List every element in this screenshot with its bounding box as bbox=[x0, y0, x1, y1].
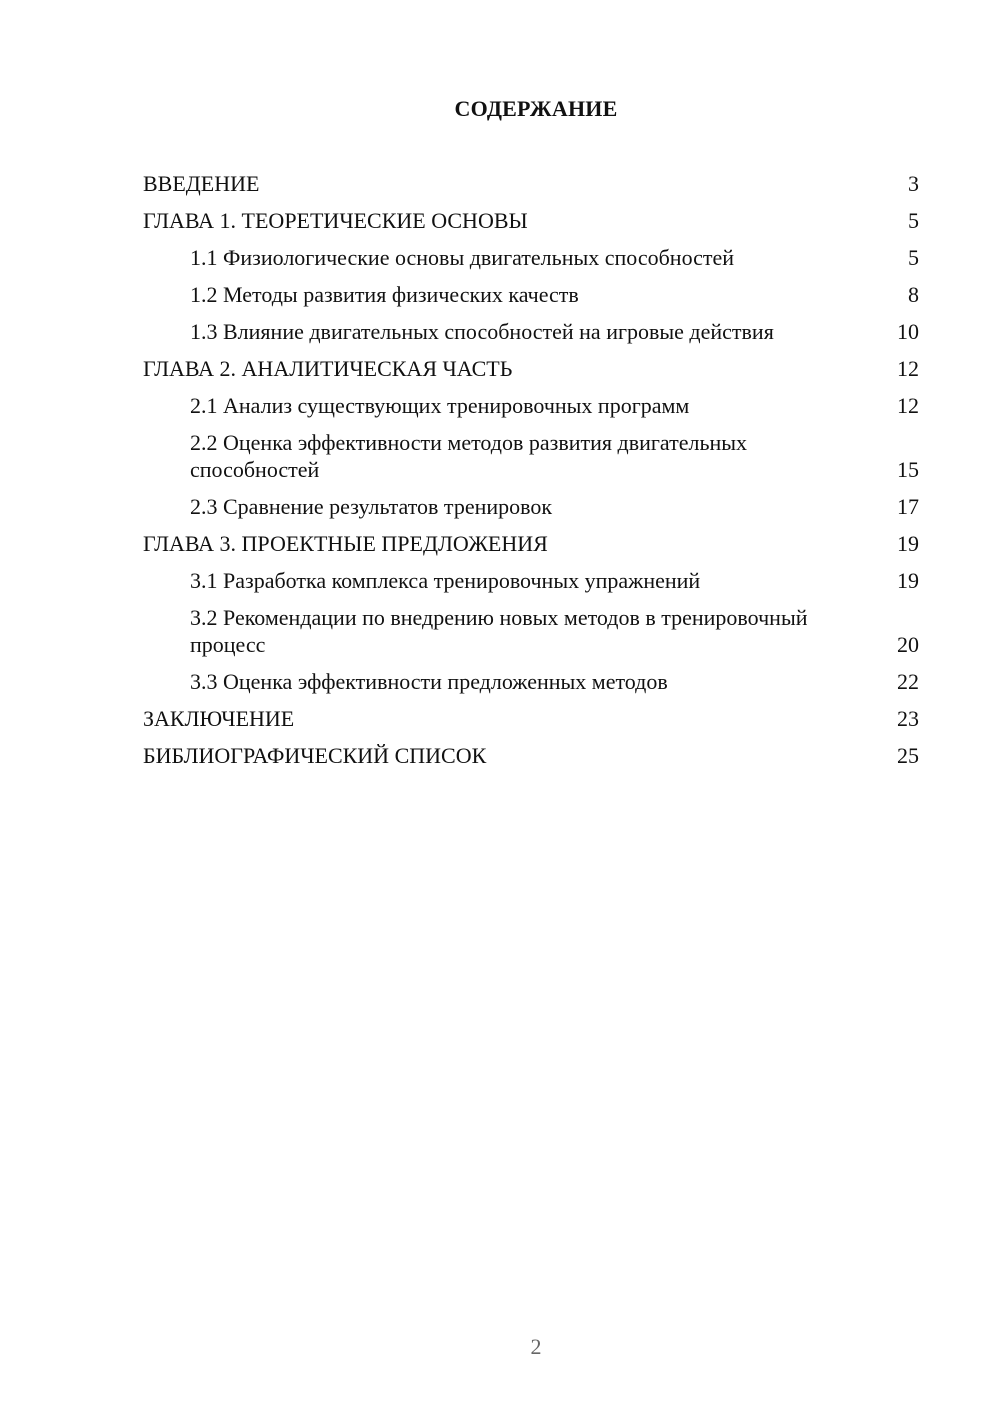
toc-entry-text: 1.1 Физиологические основы двигательных способностей bbox=[190, 245, 735, 270]
toc-entry-text: ГЛАВА 2. АНАЛИТИЧЕСКАЯ ЧАСТЬ bbox=[143, 356, 513, 381]
toc-entry-text: ГЛАВА 3. ПРОЕКТНЫЕ ПРЕДЛОЖЕНИЯ bbox=[143, 531, 548, 556]
toc-entry-page: 15 bbox=[897, 457, 919, 482]
toc-entry-page: 25 bbox=[897, 743, 919, 768]
toc-entry-text: 1.3 Влияние двигательных способностей на игровые действия bbox=[190, 319, 774, 344]
toc-entry-text: БИБЛИОГРАФИЧЕСКИЙ СПИСОК bbox=[143, 743, 487, 768]
toc-entry-section-3-2[interactable] bbox=[143, 604, 919, 658]
toc-entry-page: 10 bbox=[897, 319, 919, 344]
toc-entry-section-2-3[interactable] bbox=[143, 493, 919, 520]
toc-entry-page: 8 bbox=[908, 282, 919, 307]
toc-entry-text: 1.2 Методы развития физических качеств bbox=[190, 282, 579, 307]
table-of-contents bbox=[143, 170, 919, 779]
page-number: 2 bbox=[530, 1334, 542, 1359]
toc-entry-page: 12 bbox=[897, 393, 919, 418]
toc-entry-text: ВВЕДЕНИЕ bbox=[143, 171, 260, 196]
toc-entry-page: 5 bbox=[908, 245, 919, 270]
toc-entry-chapter-2[interactable] bbox=[143, 355, 919, 382]
toc-entry-section-2-2[interactable] bbox=[143, 429, 919, 483]
toc-entry-section-1-1[interactable] bbox=[143, 244, 919, 271]
toc-entry-page: 17 bbox=[897, 494, 919, 519]
toc-entry-text: 2.2 Оценка эффективности методов развития двигательных способностей bbox=[190, 430, 748, 482]
toc-entry-page: 20 bbox=[897, 632, 919, 657]
toc-entry-text: 2.3 Сравнение результатов тренировок bbox=[190, 494, 553, 519]
toc-entry-page: 3 bbox=[908, 171, 919, 196]
toc-entry-page: 19 bbox=[897, 568, 919, 593]
toc-entry-page: 12 bbox=[897, 356, 919, 381]
toc-entry-section-2-1[interactable] bbox=[143, 392, 919, 419]
toc-entry-introduction[interactable] bbox=[143, 170, 919, 197]
toc-entry-text: 3.2 Рекомендации по внедрению новых методов в тренировочный процесс bbox=[190, 605, 808, 657]
toc-entry-page: 5 bbox=[908, 208, 919, 233]
toc-entry-chapter-1[interactable] bbox=[143, 207, 919, 234]
toc-entry-page: 19 bbox=[897, 531, 919, 556]
toc-entry-text: ГЛАВА 1. ТЕОРЕТИЧЕСКИЕ ОСНОВЫ bbox=[143, 208, 528, 233]
toc-entry-chapter-3[interactable] bbox=[143, 530, 919, 557]
toc-entry-bibliography[interactable] bbox=[143, 742, 919, 769]
toc-entry-section-1-3[interactable] bbox=[143, 318, 919, 345]
toc-entry-text: 2.1 Анализ существующих тренировочных программ bbox=[190, 393, 690, 418]
toc-title: СОДЕРЖАНИЕ bbox=[454, 96, 618, 121]
toc-entry-section-1-2[interactable] bbox=[143, 281, 919, 308]
toc-entry-conclusion[interactable] bbox=[143, 705, 919, 732]
toc-entry-text: 3.3 Оценка эффективности предложенных методов bbox=[190, 669, 668, 694]
toc-entry-page: 22 bbox=[897, 669, 919, 694]
toc-entry-text: 3.1 Разработка комплекса тренировочных упражнений bbox=[190, 568, 701, 593]
toc-entry-page: 23 bbox=[897, 706, 919, 731]
toc-entry-section-3-3[interactable] bbox=[143, 668, 919, 695]
toc-entry-section-3-1[interactable] bbox=[143, 567, 919, 594]
toc-entry-text: ЗАКЛЮЧЕНИЕ bbox=[143, 706, 295, 731]
